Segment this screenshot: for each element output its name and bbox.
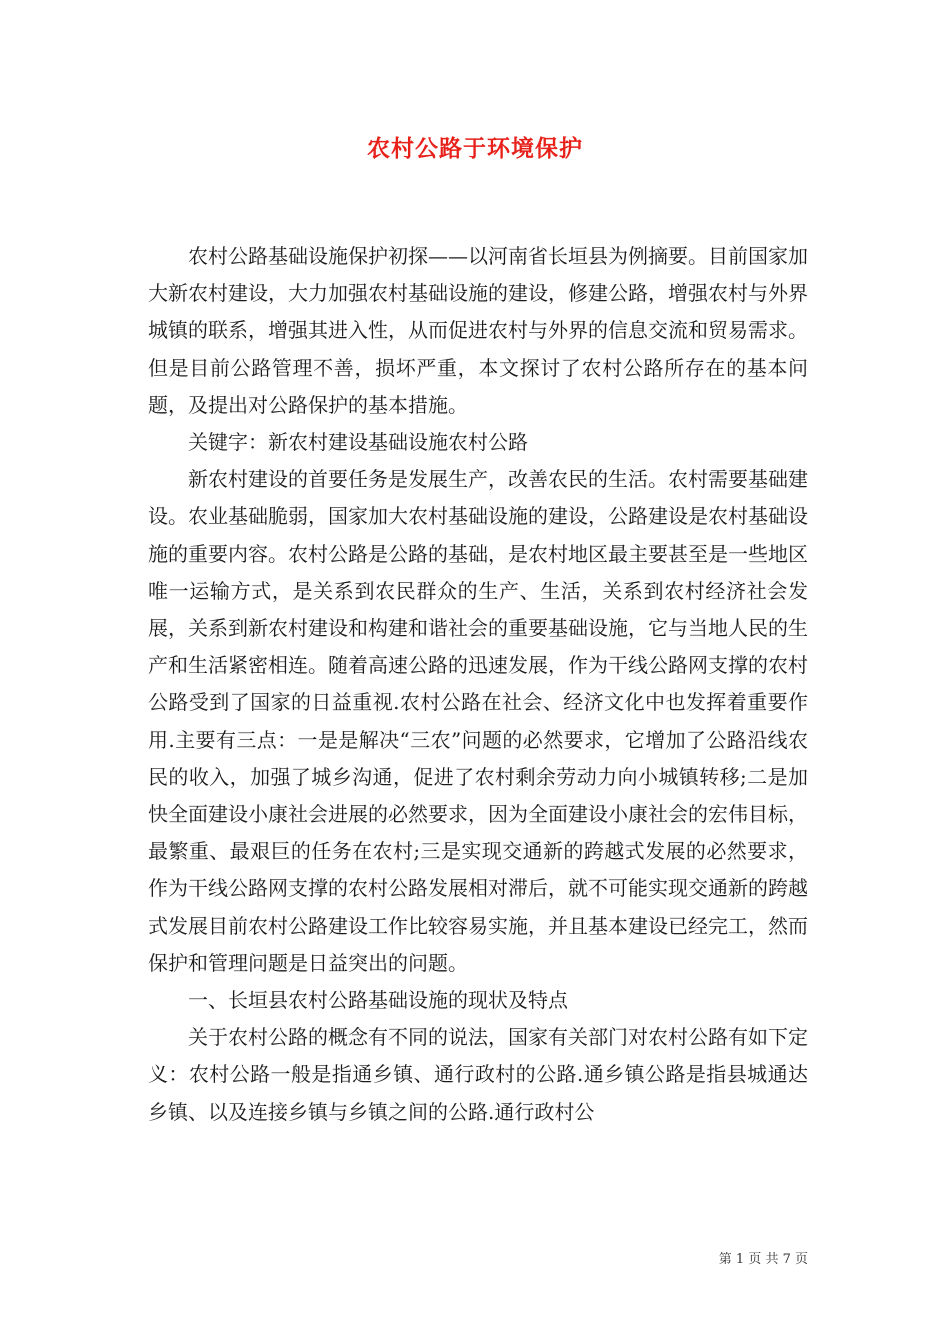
document-title: 农村公路于环境保护 — [367, 135, 583, 162]
keywords-line: 关键字：新农村建设基础设施农村公路 — [188, 430, 528, 455]
definition-paragraph: 关于农村公路的概念有不同的说法，国家有关部门对农村公路有如下定义：农村公路一般是指通乡镇、通行政村的公路.通乡镇公路是指县城通达乡镇、以及连接乡镇与乡镇之间的公路.通行政村公 — [148, 1025, 808, 1124]
page-number: 第 1 页 共 7 页 — [718, 1252, 808, 1267]
document-body — [148, 238, 808, 1131]
section-heading: 一、长垣县农村公路基础设施的现状及特点 — [188, 988, 568, 1013]
intro-paragraph: 新农村建设的首要任务是发展生产，改善农民的生活。农村需要基础建设。农业基础脆弱，国家加大农村基础设施的建设，公路建设是农村基础设施的重要内容。农村公路是公路的基础，是农村地区最主要甚至是一些地区唯一运输方式，是关系到农民群众的生产、生活，关系到农村经济社会发展，关系到新农村建设和构建和谐社会的重要基础设施，它与当地人民的生产和生活紧密相连。随着高速公路的迅速发展，作为干线公路网支撑的农村公路受到了国家的日益重视.农村公路在社会、经济文化中也发挥着重要作用.主要有三点：一是是解决“三农”问题的必然要求，它增加了公路沿线农民的收入，加强了城乡沟通，促进了农村剩余劳动力向小城镇转移;二是加快全面建设小康社会进展的必然要求，因为全面建设小康社会的宏伟目标，最繁重、最艰巨的任务在农村;三是实现交通新的跨越式发展的必然要求，作为干线公路网支撑的农村公路发展相对滞后，就不可能实现交通新的跨越式发展目前农村公路建设工作比较容易实施，并且基本建设已经完工，然而保护和管理问题是日益突出的问题。 — [148, 467, 808, 975]
abstract-paragraph: 农村公路基础设施保护初探——以河南省长垣县为例摘要。目前国家加大新农村建设，大力加强农村基础设施的建设，修建公路，增强农村与外界城镇的联系，增强其进入性，从而促进农村与外界的信息交流和贸易需求。但是目前公路管理不善，损坏严重，本文探讨了农村公路所存在的基本问题，及提出对公路保护的基本措施。 — [148, 244, 808, 417]
